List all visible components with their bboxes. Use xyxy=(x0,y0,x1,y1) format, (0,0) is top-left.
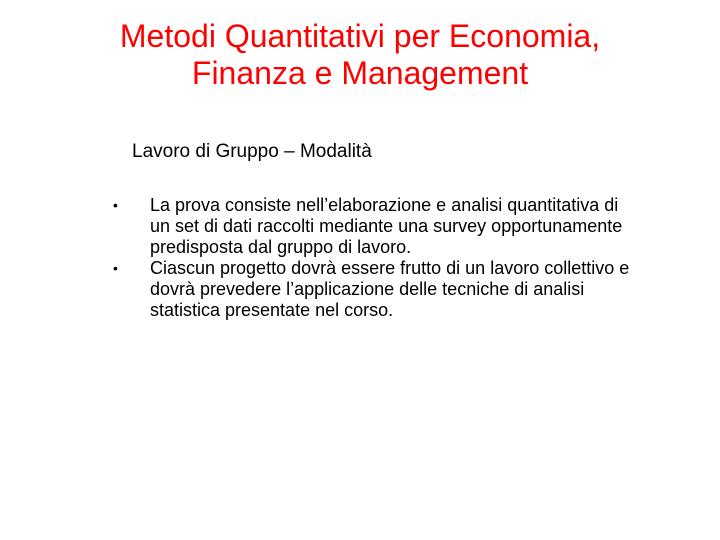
bullet-list xyxy=(0,195,720,321)
bullet-text: Ciascun progetto dovrà essere frutto di un lavoro collettivo e dovrà prevedere l’applicazione delle tecniche di analisi statistica presentate nel corso. xyxy=(150,258,630,320)
bullet-icon: • xyxy=(113,260,118,276)
slide-title-line-2: Finanza e Management xyxy=(191,55,529,91)
slide-subtitle: Lavoro di Gruppo – Modalità xyxy=(132,141,372,162)
slide-title xyxy=(40,18,680,92)
bullet-text: La prova consiste nell’elaborazione e analisi quantitativa di un set di dati raccolti mediante una survey opportunamente predisposta dal gruppo di lavoro. xyxy=(150,195,623,257)
bullet-icon: • xyxy=(113,197,118,213)
bullet-item xyxy=(0,195,640,258)
slide-title-line-1: Metodi Quantitativi per Economia, xyxy=(119,18,601,54)
bullet-item xyxy=(0,258,640,321)
